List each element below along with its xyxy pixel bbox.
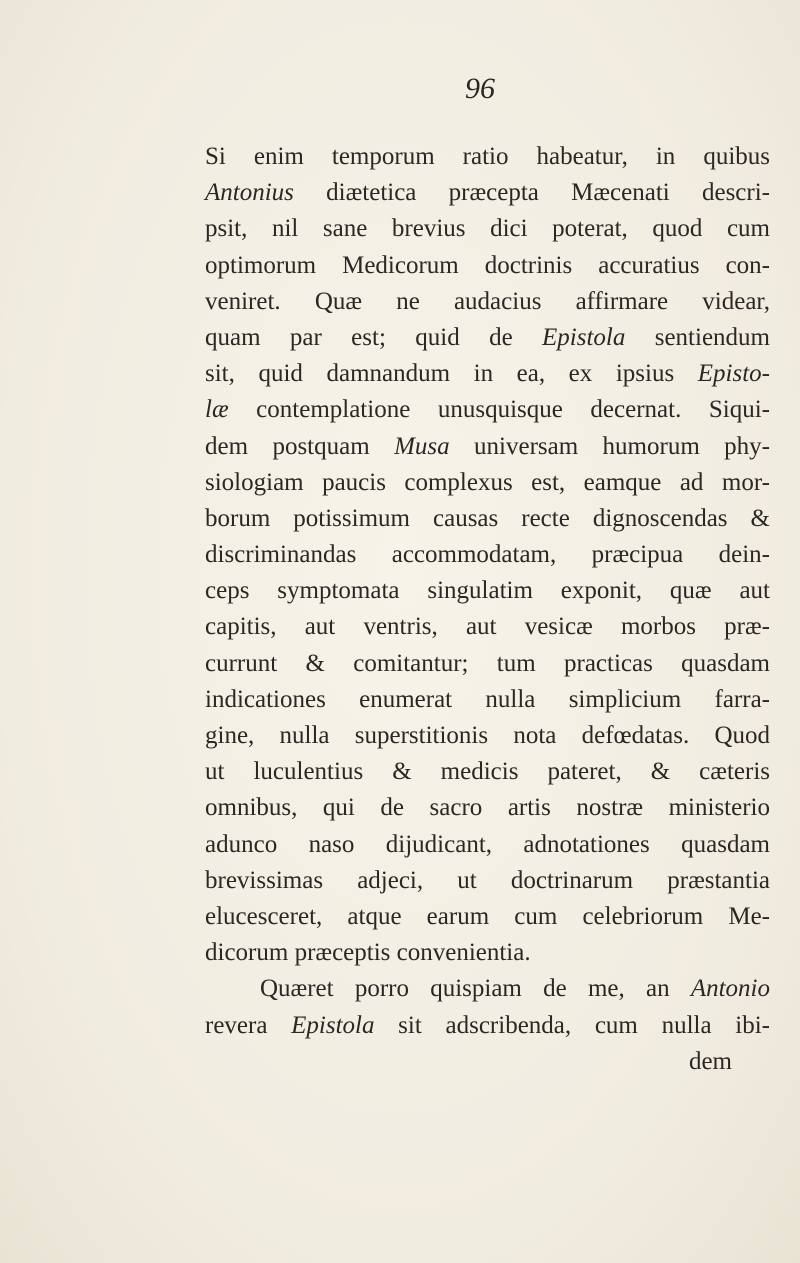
page-number: 96 [465,72,495,105]
text-segment: psit, nil sane brevius dici poterat, quod cum [205,215,770,243]
text-line [205,392,770,428]
text-segment: universam humorum phy- [449,432,770,460]
text-segment: revera [205,1011,292,1039]
text-line [205,139,770,175]
text-line [205,971,770,1007]
text-line [205,609,770,645]
text-segment: dem [688,1047,732,1075]
text-segment: gine, nulla superstitionis nota defœdatas. Quod [205,722,770,749]
italic-text: læ [205,396,229,424]
text-line [205,248,770,284]
italic-text: Musa [394,432,450,460]
text-line [205,754,770,790]
italic-text: Antonius [205,179,294,207]
text-segment: dem postquam [205,432,395,460]
italic-text: Epistola [291,1011,375,1039]
text-segment: borum potissimum causas recte dignoscendas & [205,504,770,532]
text-line [205,573,770,609]
text-segment: quam par est; quid de [205,323,543,351]
text-segment: Quæret porro quispiam de me, an [260,975,691,1003]
text-segment: omnibus, qui de sacro artis nostræ ministerio [205,794,770,822]
text-segment: siologiam paucis complexus est, eamque ad mor- [205,468,770,496]
text-line [205,320,770,356]
text-line [205,682,770,718]
italic-text: Episto- [697,360,770,388]
text-segment: ut luculentius & medicis pateret, & cæteris [205,758,770,786]
text-line [205,935,770,971]
text-segment: dicorum præceptis convenientia. [205,939,531,967]
text-segment: contemplatione unusquisque decernat. Siqui- [228,396,770,424]
text-line [205,175,770,211]
text-line [205,429,770,465]
text-line [205,646,770,682]
text-segment: sit adscribenda, cum nulla ibi- [374,1011,770,1039]
text-segment: diætetica præcepta Mæcenati descri- [293,179,770,207]
text-segment: currunt & comitantur; tum practicas quasdam [205,649,770,677]
text-line [205,284,770,320]
text-segment: adunco naso dijudicant, adnotationes quasdam [205,830,770,858]
text-segment: Si enim temporum ratio habeatur, in quibus [205,143,770,170]
text-line [205,718,770,754]
italic-text: Antonio [690,975,770,1003]
text-segment: discriminandas accommodatam, præcipua dein- [205,541,770,569]
text-segment: indicationes enumerat nulla simplicium farra- [205,685,770,713]
text-segment: elucesceret, atque earum cum celebriorum Me- [205,902,770,930]
italic-text: Epistola [542,323,626,351]
body-text [205,139,770,1080]
text-segment: sit, quid damnandum in ea, ex ipsius [205,360,698,388]
text-line [205,827,770,863]
text-segment: ceps symptomata singulatim exponit, quæ aut [205,577,770,605]
text-segment: capitis, aut ventris, aut vesicæ morbos præ- [205,613,770,641]
text-line [205,537,770,573]
text-line [205,356,770,392]
text-line [205,899,770,935]
text-line [205,501,770,537]
catchword [205,1044,770,1080]
text-segment: sentiendum [625,323,770,351]
text-segment: brevissimas adjeci, ut doctrinarum præstantia [205,866,770,894]
text-line [205,790,770,826]
text-segment: veniret. Quæ ne audacius affirmare videar, [205,287,770,315]
text-line [205,211,770,247]
text-line [205,1008,770,1044]
text-segment: optimorum Medicorum doctrinis accuratius con- [205,251,770,279]
text-line [205,863,770,899]
text-line [205,465,770,501]
